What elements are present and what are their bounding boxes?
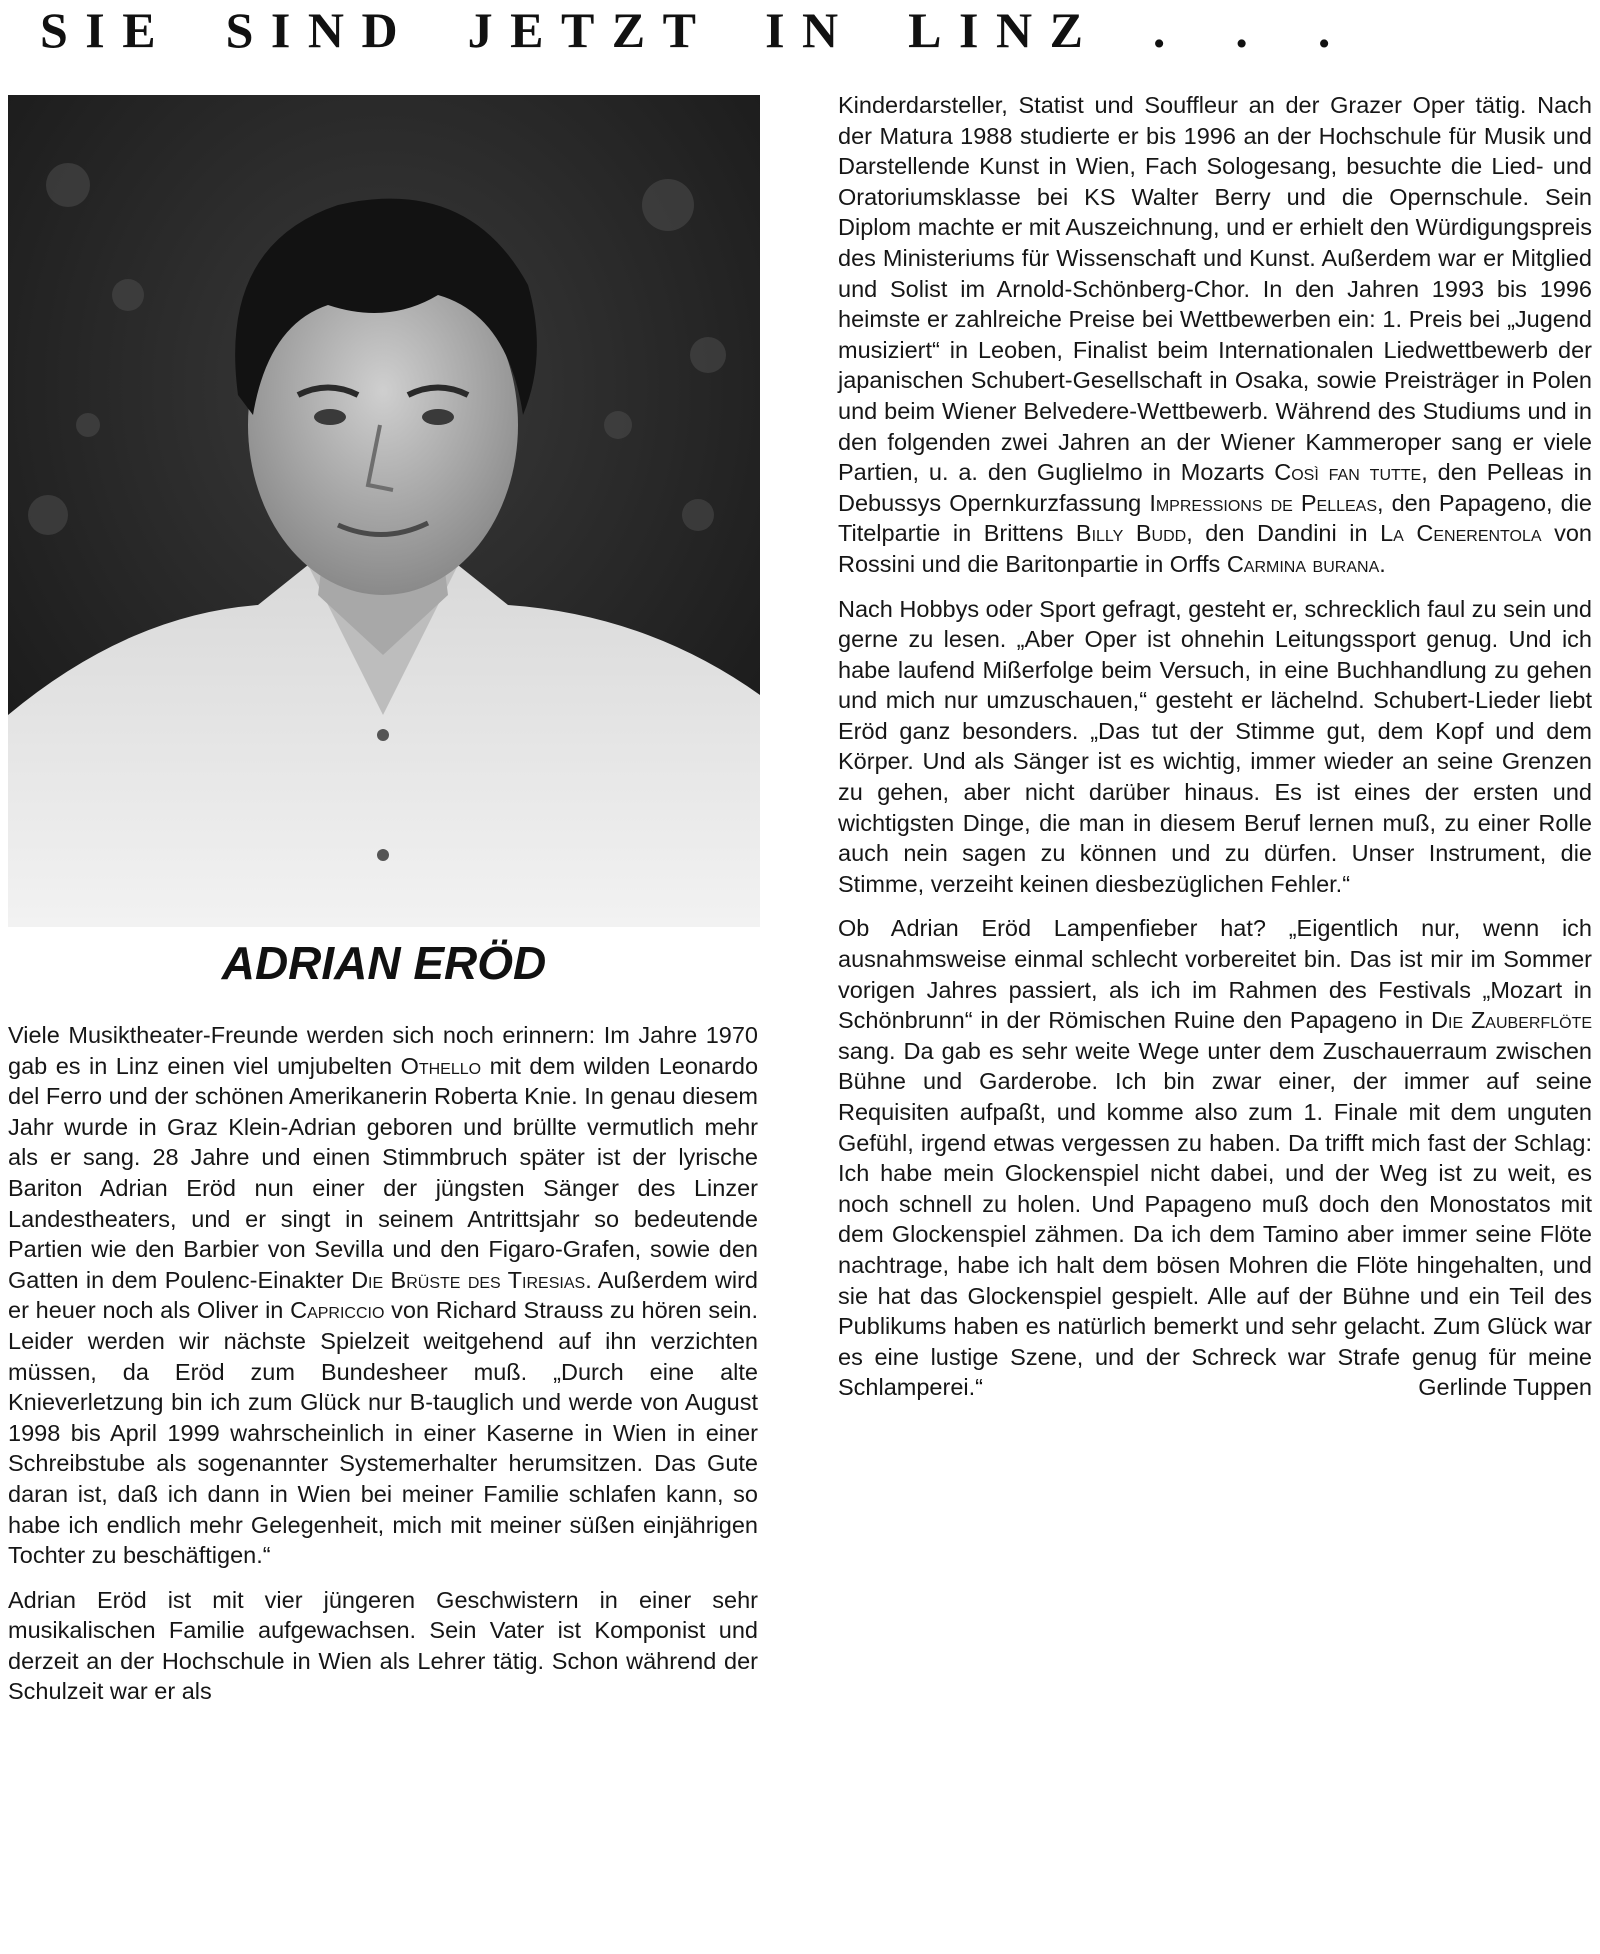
text-run: Kinderdarsteller, Statist und Souffleur an der Grazer Oper tätig. Nach der Matura 1988 studierte er bis 1996 an der Hochschule für Musik und Darstellende Kunst in Wien, Fach Sologesang, besuchte die Lied- und Oratoriumsklasse bei KS Walter Berry und die Opernschule. Sein Diplom machte er mit Auszeichnung, und er erhielt den Würdigungspreis des Ministeriums für Wissenschaft und Kunst. Außerdem war er Mitglied und Solist im Arnold-Schönberg-Chor. In den Jahren 1993 bis 1996 heimste er zahlreiche Preise bei Wettbewerben ein: 1. Preis bei „Jugend musiziert“ in Leoben, Finalist beim Internationalen Liedwettbewerb der japanischen Schubert-Gesellschaft in Osaka, sowie Preisträger in Polen und beim Wiener Belvedere-Wettbewerb. Während des Studiums und in den folgenden zwei Jahren an der Wiener Kammeroper sang er viele Partien, u. a. den Guglielmo in Mozarts [838,92,1592,486]
article-author: Gerlinde Tuppen [1418,1374,1592,1401]
text-run: . [1379,550,1386,577]
article-column-right [838,90,1592,1403]
right-paragraph-2 [838,594,1592,900]
portrait-photo [8,95,760,927]
text-run: Viele Musiktheater-Freunde werden sich noch erinnern: Im Jahre 1970 gab es in Linz einen viel umjubelten [8,1022,758,1079]
text-run: von Rossini und die Baritonpartie in Orffs [838,520,1592,577]
text-run: , den Dandini in [1186,520,1381,547]
opera-title: Capriccio [290,1297,385,1324]
text-run: mit dem wilden Leonardo del Ferro und der schönen Amerikanerin Roberta Knie. In genau diesem Jahr wurde in Graz Klein-Adrian geboren und brüllte vermutlich mehr als er sang. 28 Jahre und einen Stimmbruch später ist der lyrische Bariton Adrian Eröd nun einer der jüngsten Sänger des Linzer Landestheaters, und er singt in seinem Antrittsjahr so bedeutende Partien wie den Barbier von Sevilla und den Figaro-Grafen, sowie den Gatten in dem Poulenc-Einakter [8,1052,759,1293]
opera-title: Die Zauberflöte [1431,1007,1592,1034]
text-run: Nach Hobbys oder Sport gefragt, gesteht er, schrecklich faul zu sein und gerne zu lesen. „Aber Oper ist ohnehin Leitungssport genug. Und ich habe laufend Mißerfolge beim Versuch, in eine Buchhandlung zu gehen und mich nur umzuschauen,“ gesteht er lächelnd. Schubert-Lieder liebt Eröd ganz besonders. „Das tut der Stimme gut, dem Kopf und dem Körper. Und als Sänger ist es wichtig, immer wieder an seine Grenzen zu gehen, aber nicht darüber hinaus. Es ist eines der ersten und wichtigsten Dinge, die man in diesem Beruf lernen muß, zu einer Rolle auch nein sagen zu können und zu dürfen. Unser Instrument, die Stimme, verzeiht keinen diesbezüglichen Fehler.“ [838,595,1592,897]
page-header-title: SIE SIND JETZT IN LINZ . . . [40,2,1348,58]
opera-title: Impressions de Pelleas [1149,489,1378,516]
text-run: Ob Adrian Eröd Lampenfieber hat? „Eigentlich nur, wenn ich ausnahmsweise einmal schlecht vorbereitet bin. Das ist mir im Sommer vorigen Jahres passiert, als ich im Rahmen des Festivals „Mozart in Schönbrunn“ in der Römischen Ruine den Papageno in [838,915,1592,1034]
text-run: , den Papageno, die Titelpartie in Brittens [838,489,1592,547]
text-run: sang. Da gab es sehr weite Wege unter dem Zuschauerraum zwischen Bühne und Garderobe. Ich bin zwar einer, der immer auf seine Requisiten aufpaßt, und komme also zum 1. Finale mit dem unguten Gefühl, irgend etwas vergessen zu haben. Da trifft mich fast der Schlag: Ich habe mein Glockenspiel nicht dabei, und der Weg ist zu weit, es noch schnell zu holen. Und Papageno muß doch den Monostatos mit dem Glockenspiel zähmen. Da ich dem Tamino aber immer seine Flöte nachtrage, habe ich halt dem bösen Mohren die Flöte hingehalten, und sie hat das Glockenspiel gespielt. Alle auf der Bühne und ein Teil des Publikums haben es natürlich bemerkt und sehr gelacht. Zum Glück war es eine lustige Szene, und der Schreck war Strafe genug für meine Schlamperei.“ [838,1037,1592,1401]
text-run: Adrian Eröd ist mit vier jüngeren Geschwistern in einer sehr musikalischen Familie aufgewachsen. Sein Vater ist Komponist und derzeit an der Hochschule in Wien als Lehrer tätig. Schon während der Schulzeit war er als [8,1586,758,1705]
text-run: . Außerdem wird er heuer noch als Oliver in [8,1266,758,1324]
left-paragraph-1 [8,1020,758,1571]
portrait-photo-icon [8,95,760,927]
left-paragraph-2 [8,1585,758,1707]
text-run: , den Pelleas in Debussys Opernkurzfassung [838,459,1592,516]
opera-title: Carmina burana [1226,550,1380,577]
text-run: von Richard Strauss zu hören sein. Leider werden wir nächste Spielzeit weitgehend auf ihn verzichten müssen, da Eröd zum Bundesheer muß. „Durch eine alte Knieverletzung bin ich zum Glück nur B-tauglich und werde von August 1998 bis April 1999 wahrscheinlich in einer Kaserne in Wien in einer Schreibstube als sogenannter Systemerhalter herumsitzen. Das Gute daran ist, daß ich dann in Wien bei meiner Familie schlafen kann, so habe ich endlich mehr Gelegenheit, mich mit meiner süßen einjährigen Tochter zu beschäftigen.“ [8,1297,758,1569]
article-column-left [8,1020,758,1707]
opera-title: Così fan tutte [1274,459,1422,486]
article-person-name: ADRIAN ERÖD [221,937,547,989]
opera-title: Die Brüste des Tiresias [351,1266,586,1293]
opera-title: La Cenerentola [1380,520,1542,547]
right-paragraph-3 [838,913,1592,1403]
right-paragraph-1 [838,90,1592,580]
opera-title: Billy Budd [1075,520,1187,547]
opera-title: Othello [400,1052,482,1079]
